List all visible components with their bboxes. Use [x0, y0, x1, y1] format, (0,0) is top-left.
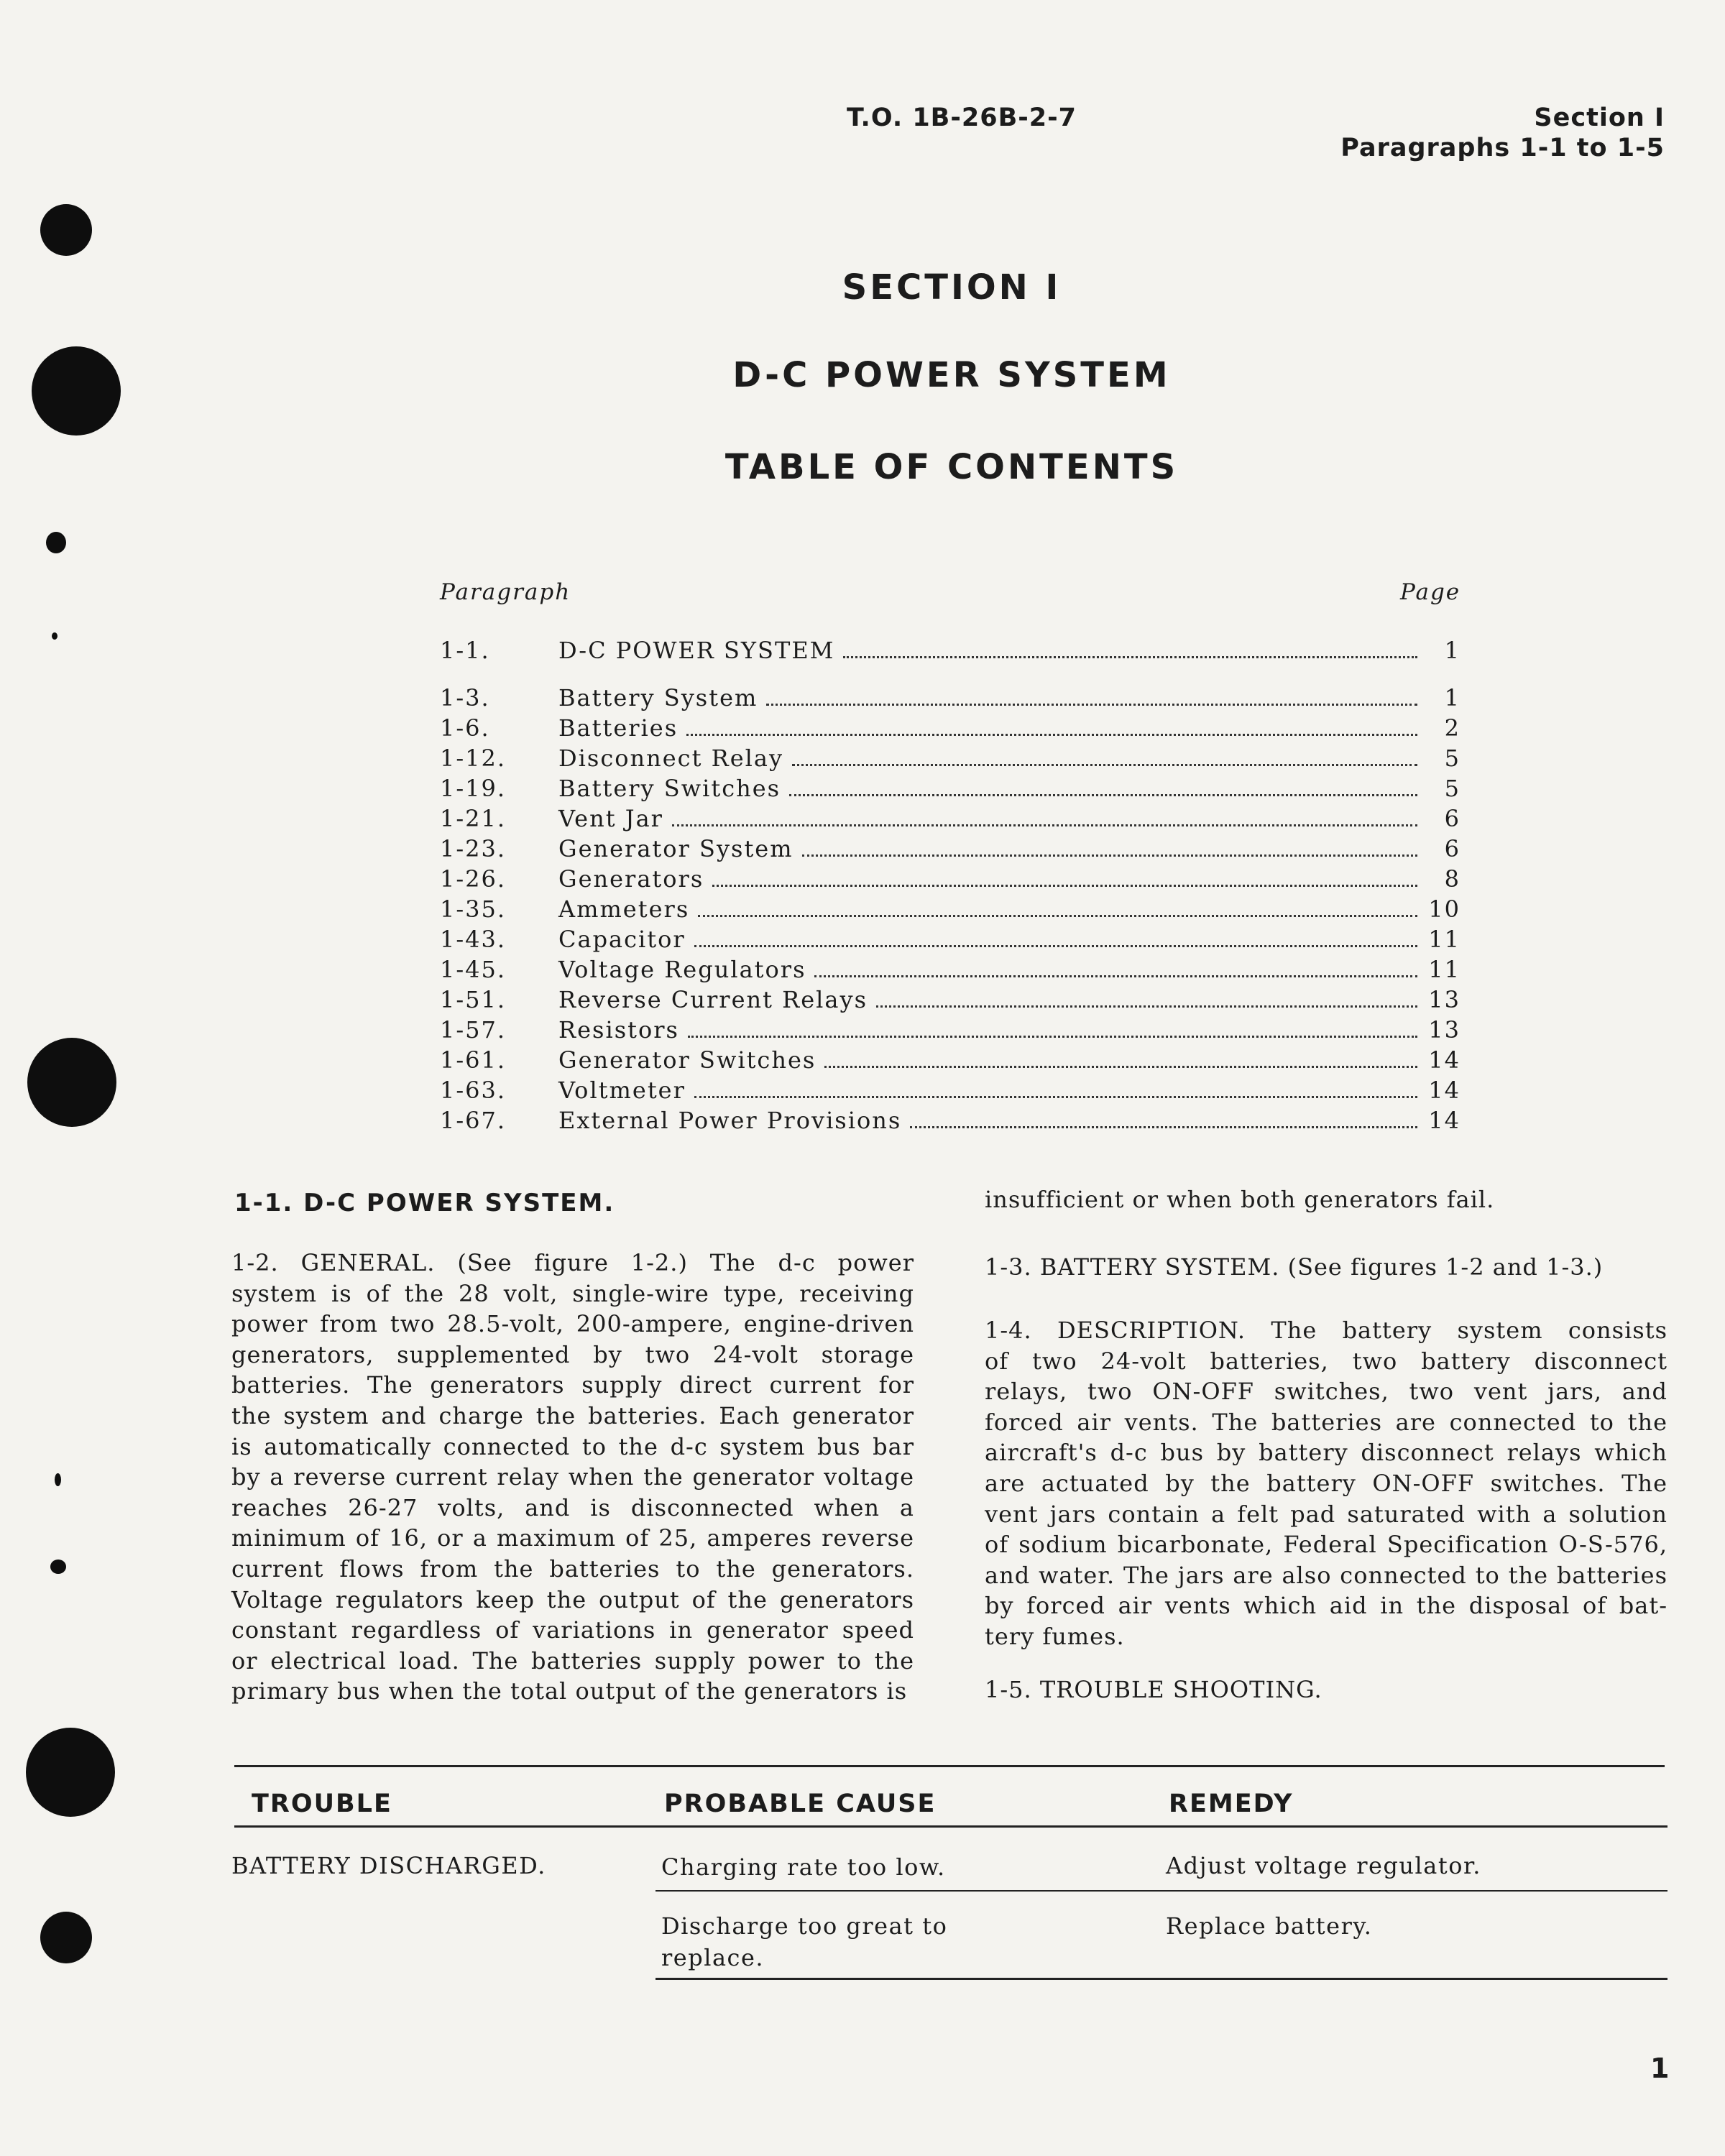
punch-mark: [50, 1560, 66, 1574]
text-line: constant regardless of variations in generator speed: [231, 1616, 914, 1644]
toc-entry-title: Capacitor: [558, 926, 686, 953]
heading-1-1: 1-1. D-C POWER SYSTEM.: [234, 1189, 615, 1217]
toc-entry: [440, 986, 1460, 1016]
toc-entry: [440, 1046, 1460, 1077]
toc-entry-title: Voltage Regulators: [558, 956, 806, 983]
table-cell-cause: Charging rate too low.: [661, 1853, 946, 1881]
text-line: 1-2. GENERAL. (See figure 1-2.) The d-c power: [231, 1249, 914, 1276]
toc-entry: [440, 775, 1460, 805]
toc-entry-title: Vent Jar: [558, 805, 663, 832]
toc-column-paragraph: Paragraph: [440, 579, 571, 605]
toc-entry-number: 1-1.: [440, 637, 490, 664]
toc-entry-number: 1-19.: [440, 775, 507, 802]
text-line: and water. The jars are also connected to the batteries: [985, 1561, 1668, 1589]
toc-entry-number: 1-57.: [440, 1016, 507, 1044]
paragraph-1-4: [985, 1315, 1668, 1652]
table-header-rule: [234, 1825, 1668, 1828]
toc-entry-number: 1-21.: [440, 805, 507, 832]
toc-entry-title: Battery Switches: [558, 775, 781, 802]
binder-hole: [40, 1912, 92, 1963]
toc-entry: [440, 956, 1460, 986]
toc-entry-page: 13: [1428, 1016, 1460, 1044]
toc-entry-number: 1-67.: [440, 1107, 507, 1134]
toc-entry-title: Ammeters: [558, 895, 690, 923]
toc-entry: [440, 805, 1460, 835]
toc-entry-number: 1-6.: [440, 714, 490, 742]
toc-entry: [440, 1077, 1460, 1107]
toc-entry-title: Generator Switches: [558, 1046, 816, 1074]
leader-dots: [792, 745, 1417, 766]
text-line: of sodium bicarbonate, Federal Specification O-S-576,: [985, 1531, 1668, 1559]
toc-entry: [440, 865, 1460, 895]
toc-entry-title: Voltmeter: [558, 1077, 686, 1104]
toc-entry-page: 8: [1444, 865, 1460, 893]
leader-dots: [694, 926, 1417, 947]
toc-entry-title: Disconnect Relay: [558, 745, 784, 772]
leader-dots: [686, 715, 1417, 736]
toc-entry-page: 13: [1428, 986, 1460, 1013]
binder-hole: [27, 1038, 116, 1127]
paragraph-1-5: 1-5. TROUBLE SHOOTING.: [985, 1676, 1322, 1703]
table-top-rule: [234, 1765, 1665, 1767]
leader-dots: [688, 1017, 1417, 1038]
leader-dots: [712, 866, 1417, 887]
section-title: SECTION I: [842, 267, 1062, 308]
toc-entry-title: Generator System: [558, 835, 794, 862]
text-line: the system and charge the batteries. Each generator: [231, 1401, 914, 1429]
punch-mark: [46, 532, 66, 553]
table-cell-trouble: BATTERY DISCHARGED.: [231, 1852, 546, 1879]
leader-dots: [876, 987, 1417, 1008]
punch-mark: [52, 632, 58, 640]
text-line: reaches 26-27 volts, and is disconnected when a: [231, 1493, 914, 1521]
text-line: vent jars contain a felt pad saturated with a solution: [985, 1500, 1668, 1528]
toc-entry: [440, 745, 1460, 775]
toc-entry-number: 1-23.: [440, 835, 507, 862]
toc-entry-number: 1-51.: [440, 986, 507, 1013]
section-label: Section I: [1534, 103, 1665, 132]
table-header-probable-cause: PROBABLE CAUSE: [664, 1789, 937, 1818]
toc-entry-title: Reverse Current Relays: [558, 986, 868, 1013]
toc-entry-number: 1-35.: [440, 895, 507, 923]
text-line: power from two 28.5-volt, 200-ampere, engine-driven: [231, 1310, 914, 1338]
text-line: Voltage regulators keep the output of the generators: [231, 1585, 914, 1613]
toc-entry-number: 1-12.: [440, 745, 507, 772]
toc-entry-page: 14: [1428, 1046, 1460, 1074]
table-cell-cause: Discharge too great to replace.: [661, 1912, 948, 1971]
toc-entry-page: 14: [1428, 1077, 1460, 1104]
toc-entry: [440, 684, 1460, 714]
toc-entry-number: 1-3.: [440, 684, 490, 711]
toc-entry-page: 5: [1444, 745, 1460, 772]
table-bottom-rule: [656, 1978, 1668, 1980]
paragraph-1-2: [231, 1248, 914, 1707]
text-line: are actuated by the battery ON-OFF switches. The: [985, 1469, 1668, 1497]
leader-dots: [789, 775, 1417, 796]
binder-hole: [26, 1728, 115, 1817]
leader-dots: [694, 1077, 1417, 1098]
leader-dots: [814, 957, 1417, 977]
toc-entry: [440, 637, 1460, 667]
text-line: batteries. The generators supply direct current for: [231, 1371, 914, 1399]
toc-entry-page: 11: [1428, 926, 1460, 953]
toc-entry: [440, 1016, 1460, 1046]
toc-entry: [440, 895, 1460, 926]
leader-dots: [910, 1107, 1417, 1128]
toc-entry-title: Battery System: [558, 684, 758, 711]
toc-entry-title: Batteries: [558, 714, 678, 742]
binder-hole: [40, 204, 92, 256]
text-line: primary bus when the total output of the generators is: [231, 1677, 908, 1705]
toc-entry: [440, 835, 1460, 865]
text-line: tery fumes.: [985, 1622, 1125, 1650]
text-line: forced air vents. The batteries are connected to the: [985, 1408, 1668, 1436]
table-row-rule: [656, 1890, 1668, 1892]
toc-entry-number: 1-63.: [440, 1077, 507, 1104]
toc-entry: [440, 1107, 1460, 1137]
text-line: by a reverse current relay when the generator voltage: [231, 1463, 914, 1491]
leader-dots: [824, 1047, 1417, 1068]
table-header-remedy: REMEDY: [1169, 1789, 1294, 1818]
toc-entry-title: External Power Provisions: [558, 1107, 902, 1134]
text-line: generators, supplemented by two 24-volt storage: [231, 1340, 914, 1368]
toc-entry-number: 1-61.: [440, 1046, 507, 1074]
page-number: 1: [1650, 2053, 1670, 2084]
toc-entry-page: 10: [1428, 895, 1460, 923]
system-title: D-C POWER SYSTEM: [732, 355, 1171, 395]
toc-entry-number: 1-43.: [440, 926, 507, 953]
table-cell-remedy: Adjust voltage regulator.: [1166, 1852, 1481, 1879]
text-line: is automatically connected to the d-c system bus bar: [231, 1432, 914, 1460]
toc-entry-page: 14: [1428, 1107, 1460, 1134]
toc-entry-page: 5: [1444, 775, 1460, 802]
paragraph-range: Paragraphs 1-1 to 1-5: [1340, 134, 1665, 162]
text-line: 1-4. DESCRIPTION. The battery system consists: [985, 1317, 1668, 1344]
text-line: current flows from the batteries to the generators.: [231, 1554, 914, 1583]
table-cell-remedy: Replace battery.: [1166, 1912, 1373, 1940]
text-line: system is of the 28 volt, single-wire type, receiving: [231, 1279, 914, 1307]
toc-entry-page: 11: [1428, 956, 1460, 983]
toc-entry-page: 6: [1444, 805, 1460, 832]
toc-entry-page: 2: [1444, 714, 1460, 742]
toc-entry-number: 1-45.: [440, 956, 507, 983]
leader-dots: [672, 806, 1417, 826]
toc-entry-page: 1: [1444, 637, 1460, 664]
punch-mark: [55, 1473, 61, 1486]
toc-entry-page: 6: [1444, 835, 1460, 862]
leader-dots: [843, 637, 1417, 658]
leader-dots: [766, 685, 1417, 706]
toc-entry: [440, 926, 1460, 956]
toc-entry: [440, 714, 1460, 745]
text-line: of two 24-volt batteries, two battery disconnect: [985, 1347, 1668, 1375]
toc-entry-title: Resistors: [558, 1016, 679, 1044]
paragraph-1-3: 1-3. BATTERY SYSTEM. (See figures 1-2 and 1-3.): [985, 1253, 1604, 1281]
toc-entry-page: 1: [1444, 684, 1460, 711]
toc-column-page: Page: [1400, 579, 1461, 605]
text-line: or electrical load. The batteries supply power to the: [231, 1646, 914, 1674]
toc-entry-number: 1-26.: [440, 865, 507, 893]
text-line: aircraft's d-c bus by battery disconnect relays which: [985, 1439, 1668, 1467]
document-number: T.O. 1B-26B-2-7: [847, 103, 1077, 132]
toc-title: TABLE OF CONTENTS: [724, 447, 1179, 487]
toc-entry-title: D-C POWER SYSTEM: [558, 637, 835, 664]
text-line: minimum of 16, or a maximum of 25, amperes reverse: [231, 1524, 914, 1552]
paragraph-1-2-continued: insufficient or when both generators fail.: [985, 1186, 1495, 1213]
text-line: by forced air vents which aid in the disposal of bat-: [985, 1592, 1668, 1620]
leader-dots: [698, 896, 1417, 917]
leader-dots: [802, 836, 1417, 857]
toc-entry-title: Generators: [558, 865, 704, 893]
table-header-trouble: TROUBLE: [252, 1789, 392, 1818]
text-line: relays, two ON-OFF switches, two vent jars, and: [985, 1378, 1668, 1406]
